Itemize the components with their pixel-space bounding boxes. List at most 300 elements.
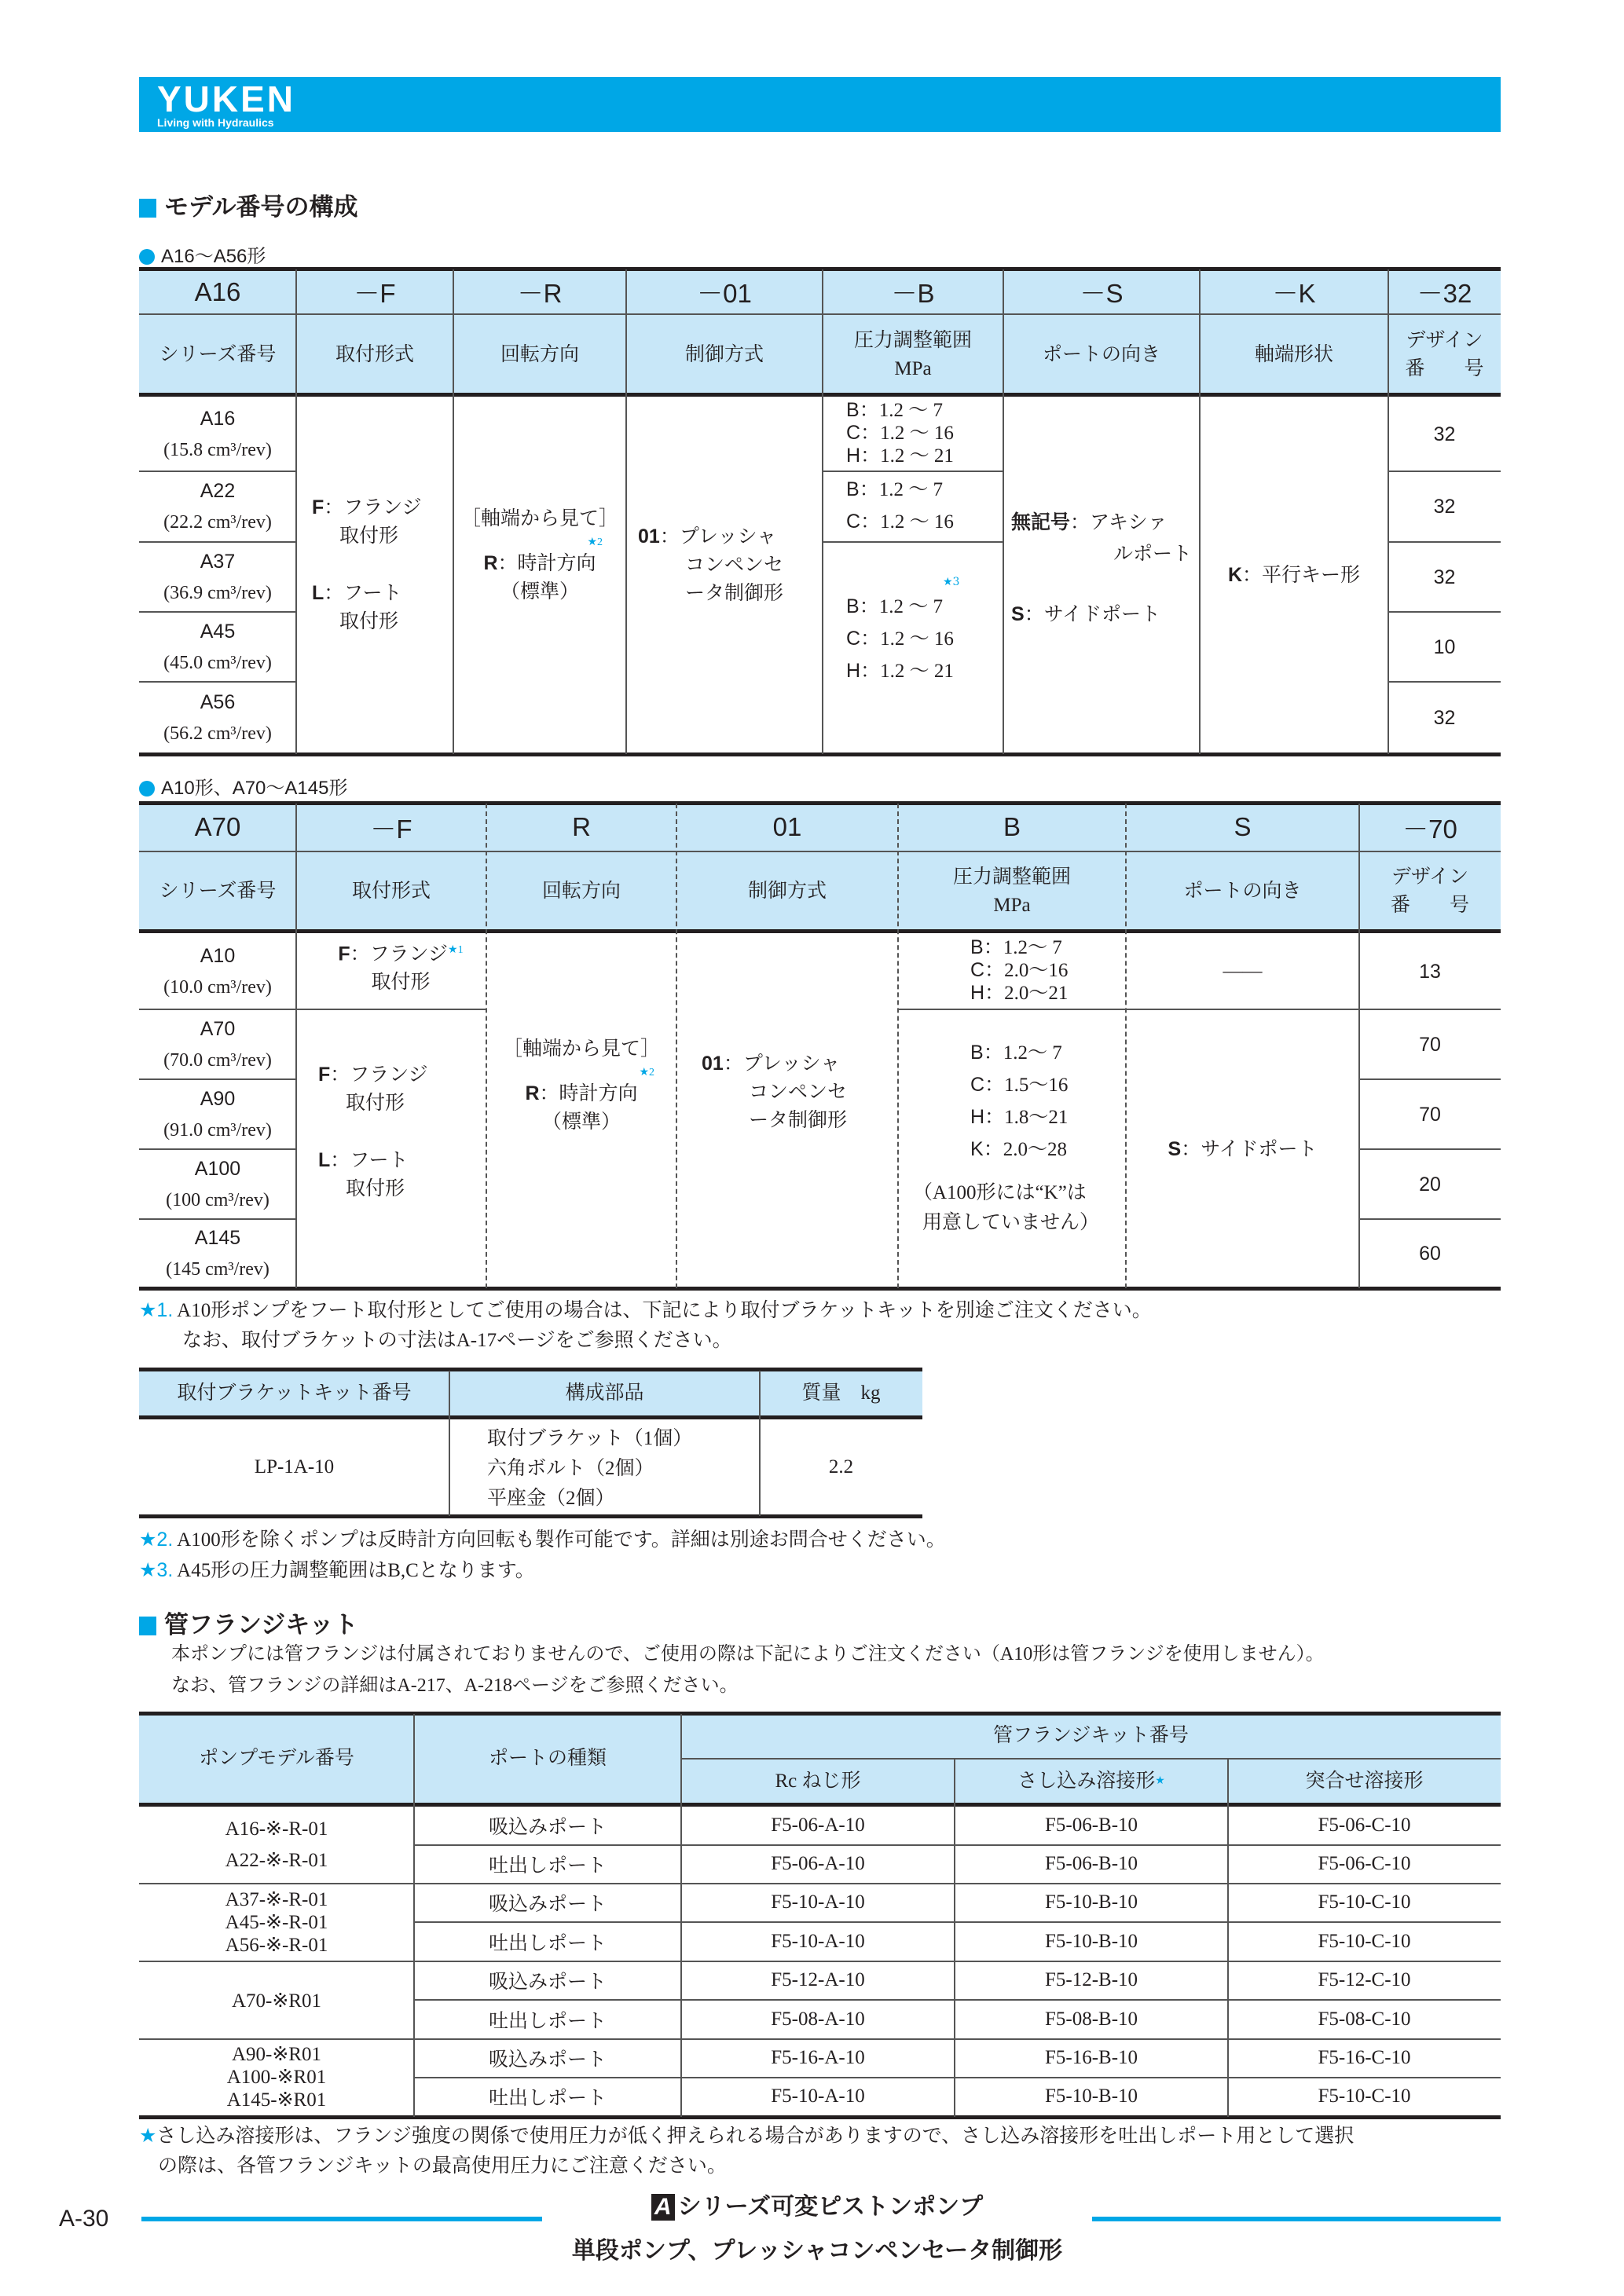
star-3-icon bbox=[943, 576, 959, 588]
row-rule bbox=[139, 681, 296, 683]
port-type: 吐出しポート bbox=[488, 1855, 607, 1877]
butt-kit: F5-12-C-10 bbox=[1318, 1969, 1411, 1990]
table-rule bbox=[139, 1712, 1501, 1716]
label-series: シリーズ番号 bbox=[159, 881, 277, 902]
header-socket-weld bbox=[955, 1760, 1228, 1803]
header-socket-weld-text: さし込み溶接形 bbox=[1017, 1770, 1156, 1792]
row-rule bbox=[139, 1148, 296, 1150]
pump-model: A22-※-R-01 bbox=[225, 1850, 328, 1871]
control-line2: コンペンセ bbox=[749, 1082, 848, 1103]
star-1-icon: ★1. bbox=[139, 1299, 174, 1321]
col-rule-dashed bbox=[1125, 804, 1127, 1288]
mount-f-text2: 取付形 bbox=[339, 525, 399, 547]
footnote-3-text: A45形の圧力調整範囲はB,Cとなります。 bbox=[177, 1560, 535, 1581]
row-rule bbox=[139, 1009, 486, 1010]
pressure-value: ：2.0～21 bbox=[984, 983, 1069, 1004]
label-rotation: 回転方向 bbox=[500, 343, 579, 365]
table-rule bbox=[139, 313, 1501, 315]
pressure-key: B bbox=[846, 595, 860, 617]
series-model: A37 bbox=[200, 550, 236, 573]
label-port: ポートの向き bbox=[1042, 343, 1160, 365]
control-line3: ータ制御形 bbox=[749, 1110, 848, 1131]
design-number: 70 bbox=[1419, 1103, 1441, 1126]
design-number: 32 bbox=[1433, 566, 1456, 588]
footnote-2-text: A100形を除くポンプは反時計方向回転も製作可能です。詳細は別途お問合せください。 bbox=[177, 1529, 946, 1551]
shaft-option bbox=[1200, 397, 1388, 754]
kit-number: LP-1A-10 bbox=[254, 1456, 335, 1478]
port-text-side: ：サイドポート bbox=[1024, 604, 1160, 625]
series-cell bbox=[139, 542, 296, 612]
col-rule bbox=[822, 269, 823, 754]
design-number: 13 bbox=[1419, 960, 1441, 983]
a10-mounting bbox=[318, 936, 483, 997]
pressure-key: C bbox=[846, 628, 861, 650]
rotation-line1: ［軸端から見て］ bbox=[460, 508, 618, 529]
pressure-value: ：2.0～16 bbox=[984, 960, 1069, 981]
kit-mass: 2.2 bbox=[828, 1456, 854, 1478]
mounting-options bbox=[312, 493, 445, 636]
circle-bullet-icon bbox=[139, 781, 155, 796]
row-rule bbox=[1388, 681, 1501, 683]
pressure-value: ：1.5～16 bbox=[984, 1075, 1069, 1096]
table-rule bbox=[139, 851, 1501, 852]
series-model: A10 bbox=[200, 944, 236, 967]
pressure-key: H bbox=[846, 660, 861, 682]
rotation-code: R bbox=[525, 1082, 540, 1104]
table-rule bbox=[139, 267, 1501, 271]
table-rule bbox=[139, 1514, 922, 1518]
col-rule bbox=[680, 1714, 682, 2117]
code-pressure: －B bbox=[891, 279, 935, 308]
code-control: －01 bbox=[697, 279, 752, 308]
col-rule bbox=[1358, 804, 1360, 1288]
pump-model: A70-※R01 bbox=[231, 1990, 321, 2012]
pressure-key: B bbox=[970, 936, 984, 958]
rotation-option bbox=[453, 505, 626, 606]
star-3-icon: ★3. bbox=[139, 1559, 174, 1581]
label-design-line2: 番 号 bbox=[1405, 357, 1484, 379]
control-line3: ータ制御形 bbox=[685, 583, 784, 604]
col-rule bbox=[449, 1371, 450, 1516]
label-design bbox=[1359, 852, 1501, 931]
col-rule bbox=[295, 804, 297, 1288]
section-title-model-number bbox=[139, 187, 357, 222]
label-pressure-line1: 圧力調整範囲 bbox=[853, 329, 972, 351]
footnote-1-line2: なお、取付ブラケットの寸法はA-17ページをご参照ください。 bbox=[182, 1330, 732, 1351]
series-model: A56 bbox=[200, 691, 236, 713]
design-number: 60 bbox=[1419, 1243, 1441, 1265]
control-code: 01 bbox=[638, 525, 660, 547]
rotation-option bbox=[486, 1035, 676, 1137]
pressure-key: B bbox=[970, 1042, 984, 1064]
label-pressure bbox=[823, 314, 1003, 395]
port-type: 吐出しポート bbox=[488, 1932, 607, 1954]
pump-model: A37-※-R-01 bbox=[225, 1889, 328, 1910]
mount-f-text: ：フランジ bbox=[324, 497, 422, 518]
rotation-line1: ［軸端から見て］ bbox=[502, 1038, 660, 1060]
pressure-value: ：1.2 ～ 7 bbox=[859, 479, 943, 500]
label-pressure bbox=[898, 852, 1126, 931]
flange-para-1: 本ポンプには管フランジは付属されておりませんので、ご使用の際は下記によりご注文ください（A10形は管フランジを使用しません）。 bbox=[171, 1644, 1325, 1664]
col-rule bbox=[453, 269, 454, 754]
pressure-range-main bbox=[970, 1037, 1068, 1166]
pressure-key: H bbox=[846, 445, 861, 467]
pressure-note-line1: （A100形には“K”は bbox=[913, 1182, 1087, 1203]
socket-kit: F5-06-B-10 bbox=[1044, 1853, 1138, 1874]
code-rotation: －R bbox=[517, 279, 563, 308]
table-rule bbox=[139, 1803, 1501, 1807]
col-rule bbox=[759, 1371, 761, 1516]
col-rule bbox=[1227, 1760, 1229, 2117]
rc-kit: F5-12-A-10 bbox=[771, 1969, 865, 1990]
series-displacement: (36.9 cm³/rev) bbox=[163, 582, 272, 603]
mount-l-code: L bbox=[312, 582, 324, 604]
subsection-text: A10形、A70～A145形 bbox=[161, 778, 348, 799]
pump-model: A90-※R01 bbox=[231, 2044, 321, 2065]
pressure-range-a16 bbox=[846, 399, 954, 467]
rotation-line3: （標準） bbox=[500, 581, 579, 602]
pressure-note-line2: 用意していません） bbox=[922, 1212, 1100, 1233]
label-pressure-unit: MPa bbox=[894, 357, 932, 379]
pressure-key: H bbox=[970, 1106, 985, 1128]
mount-l-text: ：フート bbox=[324, 583, 402, 604]
col-rule-dashed bbox=[486, 804, 487, 1288]
pressure-range-a37-a56 bbox=[846, 591, 954, 687]
design-number: 20 bbox=[1419, 1173, 1441, 1196]
footer-title-1-text: シリーズ可変ピストンポンプ bbox=[677, 2194, 984, 2220]
pump-model: A56-※-R-01 bbox=[225, 1935, 328, 1956]
header-kit-no: 取付ブラケットキット番号 bbox=[177, 1382, 412, 1404]
series-displacement: (100 cm³/rev) bbox=[166, 1189, 269, 1210]
rc-kit: F5-06-A-10 bbox=[771, 1814, 865, 1836]
row-rule bbox=[139, 1883, 1501, 1884]
label-series: シリーズ番号 bbox=[159, 343, 277, 365]
col-rule bbox=[954, 1760, 955, 2117]
series-displacement: (45.0 cm³/rev) bbox=[163, 652, 272, 673]
footer-rule bbox=[1092, 2217, 1501, 2221]
col-rule bbox=[625, 269, 627, 754]
code-port: －S bbox=[1080, 279, 1124, 308]
series-displacement: (70.0 cm³/rev) bbox=[163, 1050, 272, 1071]
pressure-key: C bbox=[846, 511, 861, 533]
pressure-note bbox=[913, 1178, 1099, 1238]
pump-model: A145-※R01 bbox=[226, 2089, 327, 2111]
label-shaft: 軸端形状 bbox=[1254, 343, 1333, 365]
series-displacement: (56.2 cm³/rev) bbox=[163, 723, 272, 744]
butt-kit: F5-06-C-10 bbox=[1318, 1814, 1411, 1836]
row-rule bbox=[139, 1218, 296, 1220]
port-type: 吐出しポート bbox=[488, 2088, 607, 2109]
control-line1: ：プレッシャ bbox=[659, 526, 777, 547]
code-design: －32 bbox=[1417, 279, 1472, 308]
row-rule bbox=[1388, 611, 1501, 613]
butt-kit: F5-08-C-10 bbox=[1318, 2008, 1411, 2030]
control-code: 01 bbox=[702, 1053, 724, 1075]
socket-kit: F5-10-B-10 bbox=[1044, 1930, 1138, 1952]
series-cell bbox=[139, 1010, 296, 1079]
kit-part: 平座金（2個） bbox=[487, 1488, 615, 1509]
col-rule-dashed bbox=[897, 804, 899, 1288]
series-model: A145 bbox=[194, 1227, 241, 1249]
pressure-value: ：2.0～28 bbox=[983, 1139, 1067, 1160]
pressure-value: ：1.2 ～ 7 bbox=[859, 400, 943, 421]
row-rule bbox=[139, 2038, 1501, 2040]
series-displacement: (10.0 cm³/rev) bbox=[163, 976, 272, 998]
model-group bbox=[139, 1961, 414, 2039]
header-rc-thread: Rc ねじ形 bbox=[775, 1770, 861, 1792]
butt-kit: F5-10-C-10 bbox=[1318, 2085, 1411, 2107]
shaft-code: K bbox=[1227, 564, 1243, 586]
series-model: A70 bbox=[200, 1018, 236, 1040]
col-rule bbox=[1199, 269, 1201, 754]
port-option bbox=[1126, 1010, 1359, 1288]
rc-kit: F5-10-A-10 bbox=[771, 1891, 865, 1913]
pressure-value: ：1.2 ～ 21 bbox=[860, 445, 954, 467]
pressure-range-a22 bbox=[846, 474, 954, 538]
pressure-range-a10 bbox=[970, 936, 1068, 1005]
table-rule bbox=[139, 1368, 922, 1371]
port-type: 吸込みポート bbox=[488, 2049, 607, 2071]
series-cell bbox=[139, 1079, 296, 1149]
mount-f-text: ：フランジ bbox=[330, 1064, 428, 1086]
pressure-value: ：1.2 ～ 21 bbox=[860, 661, 954, 682]
pump-model: A100-※R01 bbox=[226, 2067, 327, 2088]
series-model: A45 bbox=[200, 620, 236, 643]
row-rule bbox=[414, 1999, 1501, 2001]
mount-l-text: ：フート bbox=[330, 1150, 409, 1171]
code-control: 01 bbox=[772, 812, 802, 841]
rotation-text: ：時計方向 bbox=[539, 1083, 638, 1104]
footnote-1 bbox=[139, 1298, 1501, 1353]
pressure-value: ：1.2 ～ 7 bbox=[859, 596, 943, 617]
row-rule bbox=[1388, 541, 1501, 543]
table-rule bbox=[681, 1758, 1501, 1760]
pump-model: A45-※-R-01 bbox=[225, 1912, 328, 1933]
row-rule bbox=[823, 471, 1003, 472]
pressure-key: B bbox=[846, 399, 860, 421]
port-code: S bbox=[1168, 1137, 1182, 1160]
label-mounting: 取付形式 bbox=[335, 343, 414, 365]
code-rotation: R bbox=[572, 812, 591, 841]
row-rule bbox=[139, 471, 296, 472]
row-rule bbox=[823, 541, 1003, 543]
label-design-line2: 番 号 bbox=[1390, 895, 1469, 916]
footnote-2 bbox=[139, 1527, 1501, 1553]
header-kit-number: 管フランジキット番号 bbox=[993, 1725, 1189, 1746]
control-line1: ：プレッシャ bbox=[723, 1053, 841, 1075]
table-rule bbox=[139, 2115, 1501, 2119]
rc-kit: F5-16-A-10 bbox=[771, 2047, 865, 2068]
label-rotation: 回転方向 bbox=[541, 881, 621, 902]
design-number: 32 bbox=[1433, 707, 1456, 729]
code-mounting: －F bbox=[354, 279, 396, 308]
mount-f-code: F bbox=[318, 1064, 331, 1086]
control-line2: コンペンセ bbox=[685, 555, 784, 576]
mount-f-text2: 取付形 bbox=[346, 1093, 405, 1114]
butt-kit: F5-06-C-10 bbox=[1318, 1853, 1411, 1874]
flange-footnote bbox=[139, 2123, 1501, 2179]
label-control: 制御方式 bbox=[684, 343, 764, 365]
square-bullet-icon bbox=[139, 199, 156, 218]
series-displacement: (145 cm³/rev) bbox=[166, 1259, 269, 1280]
label-design bbox=[1388, 314, 1501, 395]
series-cell bbox=[139, 471, 296, 542]
socket-kit: F5-10-B-10 bbox=[1044, 2085, 1138, 2107]
socket-kit: F5-10-B-10 bbox=[1044, 1891, 1138, 1913]
row-rule bbox=[1388, 471, 1501, 472]
port-type: 吸込みポート bbox=[488, 1817, 607, 1838]
section-title-flange-kit bbox=[139, 1605, 358, 1640]
socket-kit: F5-12-B-10 bbox=[1044, 1969, 1138, 1990]
control-option bbox=[702, 1049, 894, 1135]
code-design: －70 bbox=[1402, 814, 1457, 844]
row-rule bbox=[414, 2077, 1501, 2078]
header-mass: 質量 kg bbox=[801, 1382, 881, 1404]
shaft-text: ：平行キー形 bbox=[1242, 565, 1361, 586]
model-group bbox=[139, 1884, 414, 1961]
series-model: A100 bbox=[194, 1157, 241, 1180]
kit-part: 取付ブラケット（1個） bbox=[487, 1428, 693, 1449]
label-pressure-line1: 圧力調整範囲 bbox=[952, 866, 1071, 888]
pressure-key: C bbox=[846, 422, 861, 444]
control-option bbox=[638, 522, 819, 608]
code-series: A16 bbox=[194, 276, 241, 306]
butt-kit: F5-16-C-10 bbox=[1318, 2047, 1411, 2068]
series-cell bbox=[139, 612, 296, 682]
subsection-text: A16～A56形 bbox=[161, 246, 266, 267]
header-parts: 構成部品 bbox=[565, 1382, 644, 1404]
section-title-text: モデル番号の構成 bbox=[164, 193, 358, 221]
row-rule bbox=[414, 1844, 1501, 1846]
port-text: ：サイドポート bbox=[1181, 1138, 1318, 1160]
pressure-value: ：1.2 ～ 16 bbox=[860, 511, 954, 533]
rc-kit: F5-06-A-10 bbox=[771, 1853, 865, 1874]
star-icon: ★ bbox=[139, 2125, 157, 2147]
label-port: ポートの向き bbox=[1183, 881, 1302, 902]
mount-f-text2: 取付形 bbox=[371, 972, 431, 994]
flange-para-2: なお、管フランジの詳細はA-217、A-218ページをご参照ください。 bbox=[171, 1675, 739, 1696]
header-butt-weld: 突合せ溶接形 bbox=[1305, 1770, 1424, 1792]
mount-l-text2: 取付形 bbox=[346, 1178, 405, 1199]
pressure-key: K bbox=[970, 1138, 984, 1160]
series-cell bbox=[139, 397, 296, 471]
port-type: 吸込みポート bbox=[488, 1972, 607, 1993]
star-2-icon: ★2. bbox=[139, 1529, 174, 1551]
pressure-value: ：1.2 ～ 16 bbox=[860, 423, 954, 444]
mount-f-text: ：フランジ bbox=[350, 943, 449, 965]
design-number: 10 bbox=[1433, 635, 1456, 658]
port-code-axial: 無記号 bbox=[1011, 511, 1071, 533]
a10-port: ―― bbox=[1223, 960, 1263, 982]
series-model: A90 bbox=[200, 1087, 236, 1110]
port-text-axial-2: ルポート bbox=[1113, 544, 1192, 565]
pressure-key: H bbox=[970, 982, 985, 1004]
code-mounting: －F bbox=[370, 814, 412, 844]
series-cell bbox=[139, 682, 296, 754]
row-rule bbox=[1359, 1218, 1501, 1220]
row-rule bbox=[414, 1921, 1501, 1923]
rc-kit: F5-10-A-10 bbox=[771, 1930, 865, 1952]
port-type: 吸込みポート bbox=[488, 1894, 607, 1915]
socket-kit: F5-08-B-10 bbox=[1044, 2008, 1138, 2030]
table-rule bbox=[139, 1415, 922, 1419]
series-displacement: (22.2 cm³/rev) bbox=[163, 512, 272, 533]
square-bullet-icon bbox=[139, 1617, 156, 1635]
brand-tagline: Living with Hydraulics bbox=[157, 116, 274, 129]
star-3-mark: ★3 bbox=[943, 576, 960, 588]
model-group bbox=[139, 2039, 414, 2115]
brand-logo: YUKEN bbox=[157, 79, 296, 119]
port-options bbox=[1011, 507, 1196, 631]
socket-kit: F5-06-B-10 bbox=[1044, 1814, 1138, 1836]
label-design-line1: デザイン bbox=[1406, 329, 1483, 351]
rotation-text: ：時計方向 bbox=[497, 553, 596, 574]
series-displacement: (91.0 cm³/rev) bbox=[163, 1119, 272, 1141]
series-model: A16 bbox=[200, 407, 236, 430]
pressure-value: ：1.2～ 7 bbox=[983, 1042, 1062, 1064]
col-rule bbox=[413, 1714, 415, 2117]
subsection-a16-a56 bbox=[139, 240, 266, 268]
table-rule bbox=[139, 801, 1501, 805]
pressure-key: C bbox=[970, 959, 985, 981]
subsection-a10-a145 bbox=[139, 772, 347, 800]
header-port-type: ポートの種類 bbox=[488, 1747, 607, 1769]
series-cell bbox=[139, 1149, 296, 1219]
mount-f-code: F bbox=[338, 943, 350, 965]
label-pressure-unit: MPa bbox=[993, 895, 1031, 916]
rotation-code: R bbox=[483, 552, 498, 574]
label-design-line1: デザイン bbox=[1391, 866, 1469, 888]
code-pressure: B bbox=[1003, 812, 1021, 841]
star-icon: ★ bbox=[1155, 1774, 1165, 1787]
rotation-line3: （標準） bbox=[541, 1111, 621, 1133]
butt-kit: F5-10-C-10 bbox=[1318, 1930, 1411, 1952]
series-cell bbox=[139, 934, 296, 1009]
row-rule bbox=[139, 1961, 1501, 1962]
series-model: A22 bbox=[200, 480, 236, 502]
kit-part: 六角ボルト（2個） bbox=[487, 1458, 654, 1479]
mount-l-code: L bbox=[318, 1149, 331, 1171]
page-number: A-30 bbox=[59, 2206, 109, 2232]
socket-kit: F5-16-B-10 bbox=[1044, 2047, 1138, 2068]
model-group bbox=[139, 1807, 414, 1884]
star-1-icon: ★1 bbox=[448, 944, 464, 956]
row-rule bbox=[139, 541, 296, 543]
design-number: 32 bbox=[1433, 496, 1456, 518]
rc-kit: F5-10-A-10 bbox=[771, 2085, 865, 2107]
pressure-key: B bbox=[846, 478, 860, 500]
footnote-3 bbox=[139, 1558, 1501, 1584]
port-text-axial: ：アキシァ bbox=[1070, 512, 1168, 533]
butt-kit: F5-10-C-10 bbox=[1318, 1891, 1411, 1913]
rc-kit: F5-08-A-10 bbox=[771, 2008, 865, 2030]
footnote-1-line1: A10形ポンプをフート取付形としてご使用の場合は、下記により取付ブラケットキットを別途ご注文ください。 bbox=[177, 1300, 1152, 1321]
footer-title-2: 単段ポンプ、プレッシャコンペンセータ制御形 bbox=[571, 2238, 1063, 2264]
port-code-side: S bbox=[1011, 603, 1025, 625]
section-title-text: 管フランジキット bbox=[164, 1611, 358, 1639]
row-rule bbox=[898, 1009, 1501, 1010]
table-rule bbox=[139, 1287, 1501, 1291]
pressure-value: ：1.8～21 bbox=[984, 1107, 1069, 1128]
table-rule bbox=[139, 753, 1501, 756]
code-port: S bbox=[1234, 812, 1252, 841]
design-number: 70 bbox=[1419, 1034, 1441, 1056]
star-2-icon: ★2 bbox=[587, 536, 603, 548]
table-rule bbox=[139, 929, 1501, 933]
pressure-value: ：1.2～ 7 bbox=[983, 937, 1062, 958]
col-rule-dashed bbox=[676, 804, 677, 1288]
design-number: 32 bbox=[1433, 423, 1456, 445]
